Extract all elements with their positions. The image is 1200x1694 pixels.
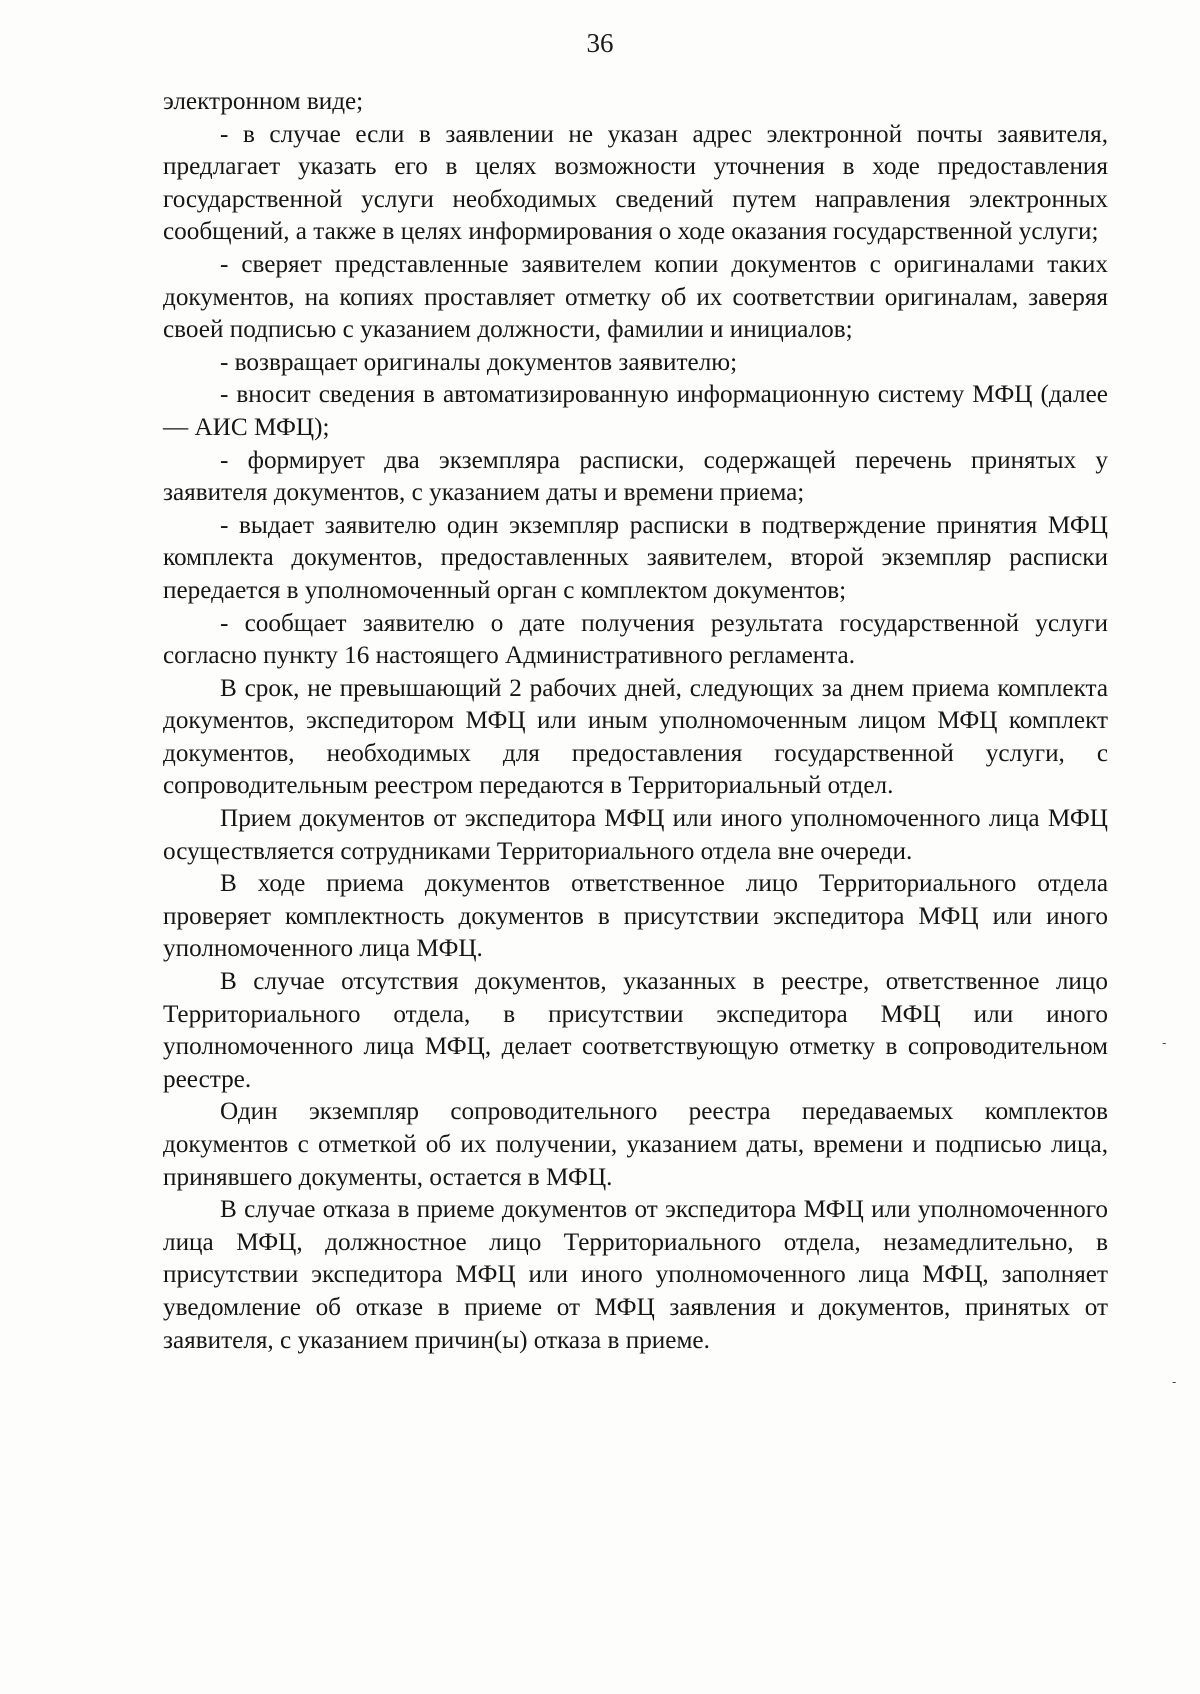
paragraph: электронном виде; (163, 88, 364, 115)
paragraph: - возвращает оригиналы документов заявителю; (220, 348, 738, 376)
paragraph: В случае отказа в приеме документов от экспедитора МФЦ или уполномоченного лица МФЦ, должностное лицо Территориального отдела, незамедлительно, в присутствии экспедитора МФЦ или иного уполномоченного лица МФЦ, заполняет уведомление об отказе в приеме от МФЦ заявления и документов, принятых от заявителя, с указанием причин(ы) отказа в приеме. (163, 1196, 1108, 1354)
paragraph: Прием документов от экспедитора МФЦ или иного уполномоченного лица МФЦ осуществляется сотрудниками Территориального отдела вне очереди. (163, 805, 1108, 865)
paragraph: В случае отсутствия документов, указанных в реестре, ответственное лицо Территориального отдела, в присутствии экспедитора МФЦ или иного уполномоченного лица МФЦ, делает соответствующую отметку в сопроводительном реестре. (163, 968, 1108, 1093)
paragraph: В ходе приема документов ответственное лицо Территориального отдела проверяет комплектность документов в присутствии экспедитора МФЦ или иного уполномоченного лица МФЦ. (163, 870, 1108, 963)
page-number: 36 (586, 28, 614, 58)
paragraph: - формирует два экземпляра расписки, содержащей перечень принятых у заявителя документов, с указанием даты и времени приема; (163, 446, 1108, 507)
paragraph: - сообщает заявителю о дате получения результата государственной услуги согласно пункту 16 настоящего Административного регламента. (163, 609, 1108, 670)
paragraph: Один экземпляр сопроводительного реестра передаваемых комплектов документов с отметкой об их получении, указанием даты, времени и подписью лица, принявшего документы, остается в МФЦ. (163, 1098, 1108, 1191)
margin-mark: - (1172, 1375, 1177, 1389)
margin-mark: - (1162, 1036, 1167, 1050)
paragraph: - в случае если в заявлении не указан адрес электронной почты заявителя, предлагает указать его в целях возможности уточнения в ходе предоставления государственной услуги необходимых сведений путем направления электронных сообщений, а также в целях информирования о ходе оказания государственной услуги; (163, 120, 1108, 246)
paragraph: В срок, не превышающий 2 рабочих дней, следующих за днем приема комплекта документов, экспедитором МФЦ или иным уполномоченным лицом МФЦ комплект документов, необходимых для предоставления государственной услуги, с сопроводительным реестром передаются в Территориальный отдел. (163, 674, 1108, 800)
paragraph: - сверяет представленные заявителем копии документов с оригиналами таких документов, на копиях проставляет отметку об их соответствии оригиналам, заверяя своей подписью с указанием должности, фамилии и инициалов; (163, 250, 1108, 344)
document-body (163, 86, 1108, 1357)
paragraph: - выдает заявителю один экземпляр расписки в подтверждение принятия МФЦ комплекта документов, предоставленных заявителем, второй экземпляр расписки передается в уполномоченный орган с комплектом документов; (163, 511, 1108, 604)
paragraph: - вносит сведения в автоматизированную информационную систему МФЦ (далее — АИС МФЦ); (163, 381, 1108, 441)
